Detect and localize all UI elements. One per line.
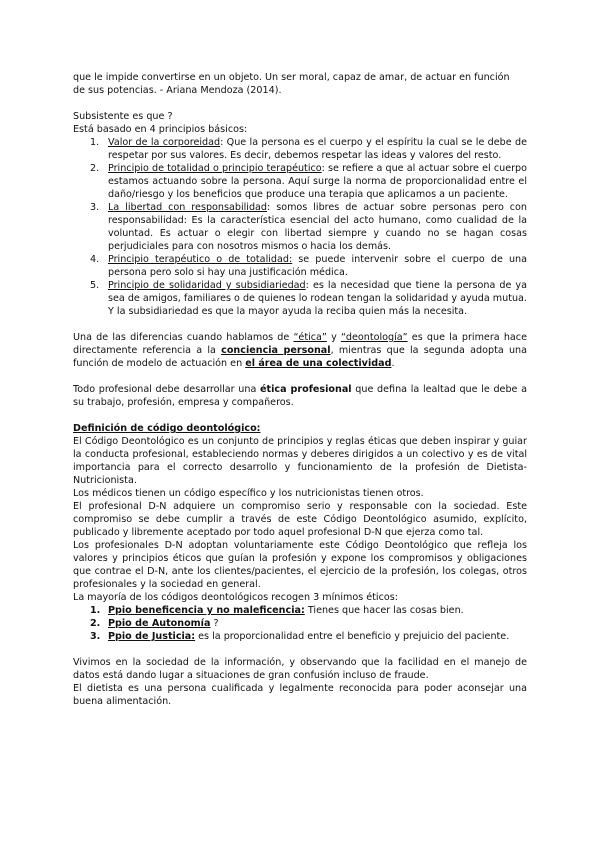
list-item <box>73 136 527 162</box>
spacer <box>73 409 527 422</box>
minimo-text: ? <box>210 618 219 629</box>
text-run: , mientras que la segunda adopta una función de modelo de actuación en <box>73 345 527 369</box>
definicion-paragraph-3: El profesional D-N adquiere un compromiso serio y responsable con la sociedad. Este compromiso se debe cumplir a través de este Código Deontológico asumido, explícito, publicado y libremente aceptado por todo aquel profesional D-N que ejerza como tal. <box>73 501 527 538</box>
spacer <box>73 318 527 331</box>
list-number: 3. <box>90 202 100 213</box>
etica-term: “ética” <box>293 332 327 343</box>
spacer <box>73 643 527 656</box>
text-run: . <box>391 358 395 369</box>
principles-list <box>73 136 527 318</box>
principle-text: : somos libres de actuar sobre personas pero con responsabilidad: Es la característica esencial del acto humano, como cualidad de la voluntad. Es actuar o elegir con libertad siempre y cuando no se hagan cosas perjudiciales para con nosotros mismos o hacia los demás. <box>108 202 527 252</box>
subsistente-question: Subsistente es que ? <box>73 111 173 122</box>
intro-line-2: de sus potencias. - Ariana Mendoza (2014). <box>73 85 282 96</box>
minimo-title: Ppio beneficencia y no maleficencia: <box>108 605 305 616</box>
text-run: es que la primera hace directamente referencia a la <box>73 332 527 356</box>
list-item <box>73 617 527 630</box>
colectividad-term: el área de una colectividad <box>245 358 392 369</box>
list-item <box>73 253 527 279</box>
definicion-paragraph-4: Los profesionales D-N adoptan voluntariamente este Código Deontológico que refleja los valores y principios éticos que guían la profesión y expone los compromisos y obligaciones que contrae el D-N, ante los clientes/pacientes, el ejercicio de la profesión, los colegas, otros profesionales y la sociedad en general. <box>73 540 527 590</box>
list-number: 4. <box>90 254 100 265</box>
principle-title: Valor de la corporeidad <box>108 137 221 148</box>
conciencia-term: conciencia personal <box>221 345 331 356</box>
section-heading: Definición de código deontológico: <box>73 423 261 434</box>
minimos-list <box>73 604 527 643</box>
list-item <box>73 162 527 201</box>
list-number: 3. <box>90 631 101 642</box>
minimo-text: es la proporcionalidad entre el beneficio y prejuicio del paciente. <box>195 631 510 642</box>
minimo-title: Ppio de Autonomía <box>108 618 211 629</box>
profesional-paragraph <box>73 383 527 409</box>
page-content <box>73 71 527 708</box>
list-item <box>73 604 527 617</box>
principle-text: : es la necesidad que tiene la persona de ya sea de amigos, familiares o de quienes lo rodean tengan la solidaridad y ayuda mutua. Y la subsidiariedad es que la mayor ayuda la reciba quien más la necesita. <box>108 280 527 317</box>
list-number: 1. <box>90 137 100 148</box>
principle-title: Principio de solidaridad y subsidiariedad <box>108 280 306 291</box>
intro-line-1: que le impide convertirse en un objeto. Un ser moral, capaz de amar, de actuar en función <box>73 72 510 83</box>
list-number: 2. <box>90 163 100 174</box>
text-run: Todo profesional debe desarrollar una <box>73 384 261 395</box>
minimo-title: Ppio de Justicia: <box>108 631 196 642</box>
definicion-paragraph-5: La mayoría de los códigos deontológicos recogen 3 mínimos éticos: <box>73 592 398 603</box>
closing-paragraph-2: El dietista es una persona cualificada y legalmente reconocida para poder aconsejar una buena alimentación. <box>73 683 527 707</box>
text-run: y <box>326 332 341 343</box>
text-run: Una de las diferencias cuando hablamos de <box>73 332 294 343</box>
spacer <box>73 97 527 110</box>
principle-title: La libertad con responsabilidad <box>108 202 268 213</box>
principle-title: Principio de totalidad o principio terapéutico <box>108 163 322 174</box>
diferencias-paragraph <box>73 331 527 370</box>
list-item <box>73 279 527 318</box>
principle-text: : Que la persona es el cuerpo y el espíritu la cual se le debe de respetar por sus valores. Es decir, debemos respetar las ideas y valores del resto. <box>108 137 527 161</box>
definicion-paragraph-1: El Código Deontológico es un conjunto de principios y reglas éticas que deben inspirar y guiar la conducta profesional, estableciendo normas y deberes dirigidos a un colectivo y es de vital importancia para el correcto desarrollo y funcionamiento de la profesión de Dietista-Nutricionista. <box>73 436 527 486</box>
minimo-text: Tienes que hacer las cosas bien. <box>304 605 464 616</box>
principle-title: Principio terapéutico o de totalidad: <box>108 254 293 265</box>
deontologia-term: “deontología” <box>340 332 408 343</box>
etica-profesional-term: ética profesional <box>260 384 352 395</box>
text-run: que defina la lealtad que le debe a su trabajo, profesión, empresa y compañeros. <box>73 384 528 408</box>
list-item <box>73 201 527 253</box>
list-number: 1. <box>90 605 101 616</box>
closing-paragraph-1: Vivimos en la sociedad de la información, y observando que la facilidad en el manejo de datos está dando lugar a situaciones de gran confusión incluso de fraude. <box>73 657 527 681</box>
principle-text: se puede intervenir sobre el cuerpo de una persona pero solo si hay una justificación médica. <box>108 254 527 278</box>
list-number: 2. <box>90 618 101 629</box>
principles-intro: Está basado en 4 principios básicos: <box>73 124 248 135</box>
definicion-paragraph-2: Los médicos tienen un código específico y los nutricionistas tienen otros. <box>73 488 424 499</box>
spacer <box>73 370 527 383</box>
principle-text: : se refiere a que al actuar sobre el cuerpo estamos actuando sobre la persona. Aquí surge la norma de proporcionalidad entre el daño/riesgo y los beneficios que produce una terapia que aplicamos a un paciente. <box>108 163 527 200</box>
list-item <box>73 630 527 643</box>
list-number: 5. <box>90 280 100 291</box>
